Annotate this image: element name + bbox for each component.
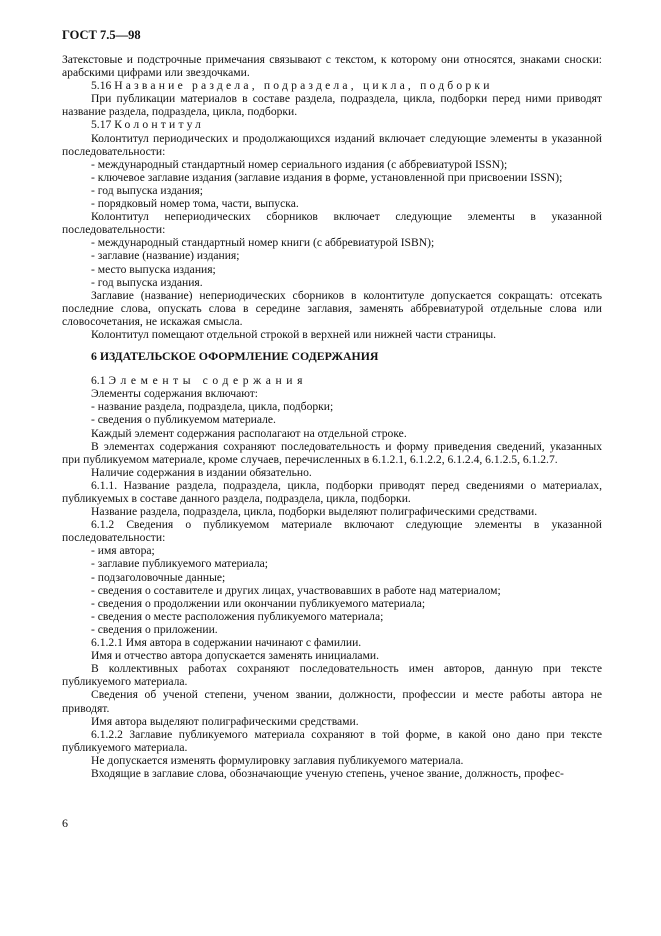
paragraph: Название раздела, подраздела, цикла, подборки выделяют полиграфическими средствами. <box>91 505 538 519</box>
list-item: - заглавие публикуемого материала; <box>91 557 269 571</box>
paragraph: Не допускается изменять формулировку заглавия публикуемого материала. <box>91 753 464 767</box>
list-item: - международный стандартный номер сериального издания (с аббревиатурой ISSN); <box>91 157 508 171</box>
paragraph: При публикации материалов в составе раздела, подраздела, цикла, подборки перед ними приводят название раздела, подраздела, цикла, подборки. <box>62 92 602 119</box>
section-6-1-heading <box>62 374 602 387</box>
paragraph: 6.1.2.2 Заглавие публикуемого материала сохраняют в той форме, в какой оно дано при тексте публикуемого материала. <box>62 727 602 754</box>
section-5-16-heading <box>62 79 602 92</box>
list-item: - сведения о составителе и других лицах, участвовавших в работе над материалом; <box>91 583 501 597</box>
list-item: - имя автора; <box>91 544 155 558</box>
list-item: - международный стандартный номер книги (с аббревиатурой ISBN); <box>91 236 435 250</box>
paragraph: В элементах содержания сохраняют последовательность и форму приведения сведений, указанных при публикуемом материале, кроме случаев, перечисленных в 6.1.2.1, 6.1.2.2, 6.1.2.4, 6.1.2.5, 6.1.2.7. <box>62 439 602 466</box>
list-item: - название раздела, подраздела, цикла, подборки; <box>91 400 334 414</box>
paragraph: В коллективных работах сохраняют последовательность имен авторов, данную при тексте публикуемого материала. <box>62 662 602 689</box>
section-number: 5.16 <box>91 79 112 93</box>
paragraph: Сведения об ученой степени, ученом звании, должности, профессии и месте работы автора не приводят. <box>62 688 602 715</box>
list-item: - заглавие (название) издания; <box>91 249 240 263</box>
section-title: Колонтитул <box>114 118 205 132</box>
paragraph: Затекстовые и подстрочные примечания связывают с текстом, к которому они относятся, знаками сноски: арабскими цифрами или звездочками. <box>62 53 602 80</box>
list-item: - сведения о приложении. <box>91 622 218 636</box>
list-item: - ключевое заглавие издания (заглавие издания в форме, установленной при присвоении ISSN); <box>91 170 563 184</box>
section-title: Название раздела, подраздела, цикла, подборки <box>114 79 493 93</box>
list-item: - сведения о продолжении или окончании публикуемого материала; <box>91 596 426 610</box>
list-item: - год выпуска издания. <box>91 275 203 289</box>
section-number: 6.1 <box>91 374 106 388</box>
paragraph: Колонтитул непериодических сборников включает следующие элементы в указанной последовательности: <box>62 210 602 237</box>
paragraph: Элементы содержания включают: <box>91 387 259 401</box>
paragraph: Наличие содержания в издании обязательно. <box>91 465 312 479</box>
paragraph: 6.1.2 Сведения о публикуемом материале включают следующие элементы в указанной последовательности: <box>62 518 602 545</box>
paragraph: 6.1.1. Название раздела, подраздела, цикла, подборки приводят перед сведениями о материалах, публикуемых в составе данного раздела, подраздела, цикла, подборки. <box>62 478 602 505</box>
list-item: - порядковый номер тома, части, выпуска. <box>91 197 299 211</box>
list-item: - год выпуска издания; <box>91 183 203 197</box>
paragraph: Имя и отчество автора допускается заменять инициалами. <box>91 649 380 663</box>
paragraph: Колонтитул помещают отдельной строкой в верхней или нижней части страницы. <box>91 327 497 341</box>
list-item: - место выпуска издания; <box>91 262 216 276</box>
page-number: 6 <box>62 816 68 830</box>
paragraph: 6.1.2.1 Имя автора в содержании начинают с фамилии. <box>91 636 362 650</box>
paragraph: Заглавие (название) непериодических сборников в колонтитуле допускается сокращать: отсекать последние слова, опускать слова в середине заглавия, заменять аббревиатурой отдельные слова или словосочетания, не искажая смысла. <box>62 288 602 328</box>
section-6-heading: 6 ИЗДАТЕЛЬСКОЕ ОФОРМЛЕНИЕ СОДЕРЖАНИЯ <box>91 349 379 364</box>
section-title: Элементы содержания <box>108 374 308 388</box>
list-item: - сведения о публикуемом материале. <box>91 413 276 427</box>
list-item: - подзаголовочные данные; <box>91 570 226 584</box>
paragraph: Каждый элемент содержания располагают на отдельной строке. <box>91 426 407 440</box>
section-5-17-heading <box>62 118 602 131</box>
paragraph: Имя автора выделяют полиграфическими средствами. <box>91 714 359 728</box>
section-number: 5.17 <box>91 118 112 132</box>
page-body <box>62 53 602 780</box>
list-item: - сведения о месте расположения публикуемого материала; <box>91 609 384 623</box>
document-header: ГОСТ 7.5—98 <box>62 28 141 42</box>
paragraph: Колонтитул периодических и продолжающихся изданий включает следующие элементы в указанной последовательности: <box>62 131 602 158</box>
paragraph: Входящие в заглавие слова, обозначающие ученую степень, ученое звание, должность, профес- <box>91 766 564 780</box>
